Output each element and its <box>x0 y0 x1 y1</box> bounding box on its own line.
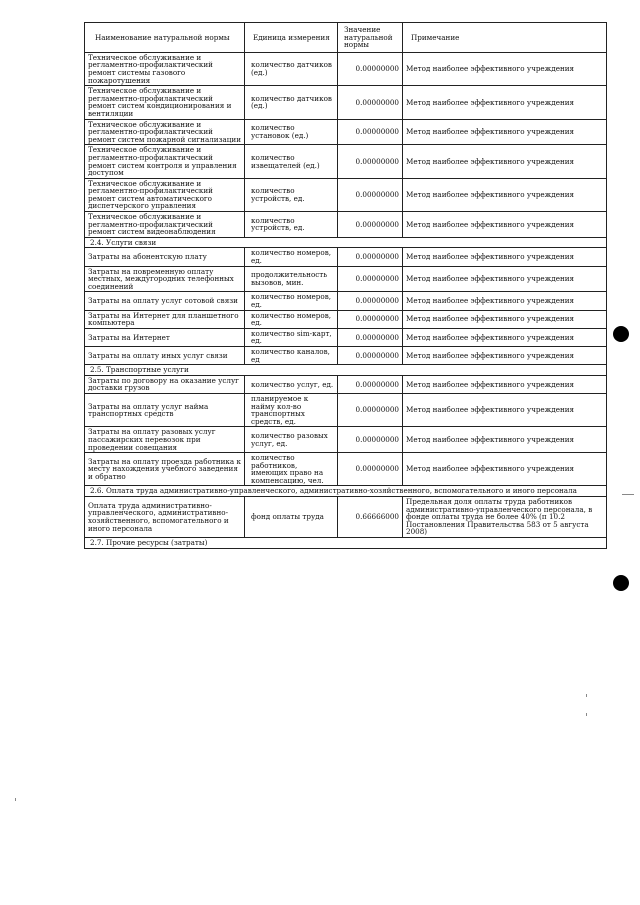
table-row <box>85 52 607 85</box>
row-unit: количество устройств, ед. <box>245 178 338 211</box>
table-row <box>85 328 607 346</box>
row-note: Метод наиболее эффективного учреждения <box>403 375 607 393</box>
row-note: Метод наиболее эффективного учреждения <box>403 292 607 310</box>
row-unit: количество устройств, ед. <box>245 212 338 238</box>
row-name: Затраты на оплату услуг найма транспортных средств <box>85 393 245 426</box>
row-unit: планируемое к найму кол-во транспортных средств, ед. <box>245 393 338 426</box>
row-name: Затраты на повременную оплату местных, междугородних телефонных соединений <box>85 266 245 292</box>
row-name: Затраты на оплату проезда работника к месту нахождения учебного заведения и обратно <box>85 453 245 486</box>
row-name: Оплата труда административно-управленческого, административно-хозяйственного, вспомогательного и иного персонала <box>85 497 245 538</box>
row-note: Метод наиболее эффективного учреждения <box>403 178 607 211</box>
row-value: 0.00000000 <box>338 310 403 328</box>
row-unit: количество работников, имеющих право на компенсацию, чел. <box>245 453 338 486</box>
row-unit: количество номеров, ед. <box>245 292 338 310</box>
row-value: 0.00000000 <box>338 292 403 310</box>
table-row <box>85 497 607 538</box>
row-name: Техническое обслуживание и регламентно-профилактический ремонт систем контроля и управления доступом <box>85 145 245 178</box>
table-row <box>85 248 607 266</box>
row-value: 0.00000000 <box>338 346 403 364</box>
row-name: Затраты по договору на оказание услуг доставки грузов <box>85 375 245 393</box>
row-value: 0.00000000 <box>338 266 403 292</box>
row-value: 0.00000000 <box>338 212 403 238</box>
scan-mark <box>622 494 634 495</box>
table-header-row <box>85 23 607 53</box>
row-unit: количество услуг, ед. <box>245 375 338 393</box>
row-value: 0.00000000 <box>338 453 403 486</box>
row-note: Предельная доля оплаты труда работников административно-управленческого персонала, в фонде оплаты труда не более 40% (п 10.2 Постановления Правительства 583 от 5 августа 2008) <box>403 497 607 538</box>
row-note: Метод наиболее эффективного учреждения <box>403 212 607 238</box>
row-note: Метод наиболее эффективного учреждения <box>403 346 607 364</box>
row-name: Затраты на оплату разовых услуг пассажирских перевозок при проведении совещания <box>85 427 245 453</box>
row-unit: количество установок (ед.) <box>245 119 338 145</box>
row-value: 0.00000000 <box>338 328 403 346</box>
row-unit: количество номеров, ед. <box>245 248 338 266</box>
table-row <box>85 292 607 310</box>
row-name: Затраты на оплату иных услуг связи <box>85 346 245 364</box>
row-note: Метод наиболее эффективного учреждения <box>403 266 607 292</box>
row-note: Метод наиболее эффективного учреждения <box>403 310 607 328</box>
row-unit: количество каналов, ед <box>245 346 338 364</box>
row-name: Затраты на оплату услуг сотовой связи <box>85 292 245 310</box>
row-note: Метод наиболее эффективного учреждения <box>403 427 607 453</box>
table-row <box>85 86 607 119</box>
section-title: 2.5. Транспортные услуги <box>85 365 607 376</box>
scan-mark <box>15 798 16 801</box>
table-row <box>85 119 607 145</box>
section-title: 2.4. Услуги связи <box>85 237 607 248</box>
row-value: 0.66666000 <box>338 497 403 538</box>
row-value: 0.00000000 <box>338 119 403 145</box>
row-name: Техническое обслуживание и регламентно-профилактический ремонт систем видеонаблюдения <box>85 212 245 238</box>
row-name: Техническое обслуживание и регламентно-профилактический ремонт систем пожарной сигнализации <box>85 119 245 145</box>
header-note: Примечание <box>403 23 607 53</box>
row-unit: количество sim-карт, ед. <box>245 328 338 346</box>
row-unit: количество извещателей (ед.) <box>245 145 338 178</box>
row-note: Метод наиболее эффективного учреждения <box>403 328 607 346</box>
row-unit: количество разовых услуг, ед. <box>245 427 338 453</box>
scan-mark <box>586 713 587 716</box>
table-row <box>85 427 607 453</box>
row-value: 0.00000000 <box>338 52 403 85</box>
row-name: Затраты на Интернет <box>85 328 245 346</box>
row-name: Техническое обслуживание и регламентно-профилактический ремонт систем автоматического диспетчерского управления <box>85 178 245 211</box>
norms-document-page <box>84 22 606 549</box>
row-name: Техническое обслуживание и регламентно-профилактический ремонт систем кондиционирования и вентиляции <box>85 86 245 119</box>
row-unit: количество датчиков (ед.) <box>245 86 338 119</box>
table-row <box>85 212 607 238</box>
row-unit: количество номеров, ед. <box>245 310 338 328</box>
row-value: 0.00000000 <box>338 145 403 178</box>
section-title: 2.7. Прочие ресурсы (затраты) <box>85 538 607 549</box>
row-note: Метод наиболее эффективного учреждения <box>403 119 607 145</box>
row-value: 0.00000000 <box>338 375 403 393</box>
row-name: Затраты на Интернет для планшетного компьютера <box>85 310 245 328</box>
table-row <box>85 393 607 426</box>
row-value: 0.00000000 <box>338 86 403 119</box>
section-row <box>85 365 607 376</box>
table-row <box>85 310 607 328</box>
table-row <box>85 453 607 486</box>
header-unit: Единица измерения <box>245 23 338 53</box>
row-unit: продолжительность вызовов, мин. <box>245 266 338 292</box>
section-row <box>85 538 607 549</box>
row-name: Затраты на абонентскую плату <box>85 248 245 266</box>
row-note: Метод наиболее эффективного учреждения <box>403 393 607 426</box>
header-value: Значение натуральной нормы <box>338 23 403 53</box>
punch-hole-mark <box>613 326 629 342</box>
row-name: Техническое обслуживание и регламентно-профилактический ремонт системы газового пожаротушения <box>85 52 245 85</box>
row-note: Метод наиболее эффективного учреждения <box>403 248 607 266</box>
row-note: Метод наиболее эффективного учреждения <box>403 86 607 119</box>
row-note: Метод наиболее эффективного учреждения <box>403 145 607 178</box>
scan-mark <box>586 694 587 697</box>
table-row <box>85 145 607 178</box>
row-note: Метод наиболее эффективного учреждения <box>403 453 607 486</box>
table-row <box>85 266 607 292</box>
table-row <box>85 375 607 393</box>
punch-hole-mark <box>613 575 629 591</box>
row-value: 0.00000000 <box>338 248 403 266</box>
section-row <box>85 237 607 248</box>
table-body <box>85 52 607 548</box>
row-unit: фонд оплаты труда <box>245 497 338 538</box>
row-value: 0.00000000 <box>338 427 403 453</box>
table-row <box>85 178 607 211</box>
row-value: 0.00000000 <box>338 178 403 211</box>
table-row <box>85 346 607 364</box>
row-value: 0.00000000 <box>338 393 403 426</box>
norms-table <box>84 22 607 549</box>
header-name: Наименование натуральной нормы <box>85 23 245 53</box>
section-title: 2.6. Оплата труда административно-управленческого, административно-хозяйственного, вспомогательного и иного персонала <box>85 486 607 497</box>
section-row <box>85 486 607 497</box>
row-unit: количество датчиков (ед.) <box>245 52 338 85</box>
row-note: Метод наиболее эффективного учреждения <box>403 52 607 85</box>
